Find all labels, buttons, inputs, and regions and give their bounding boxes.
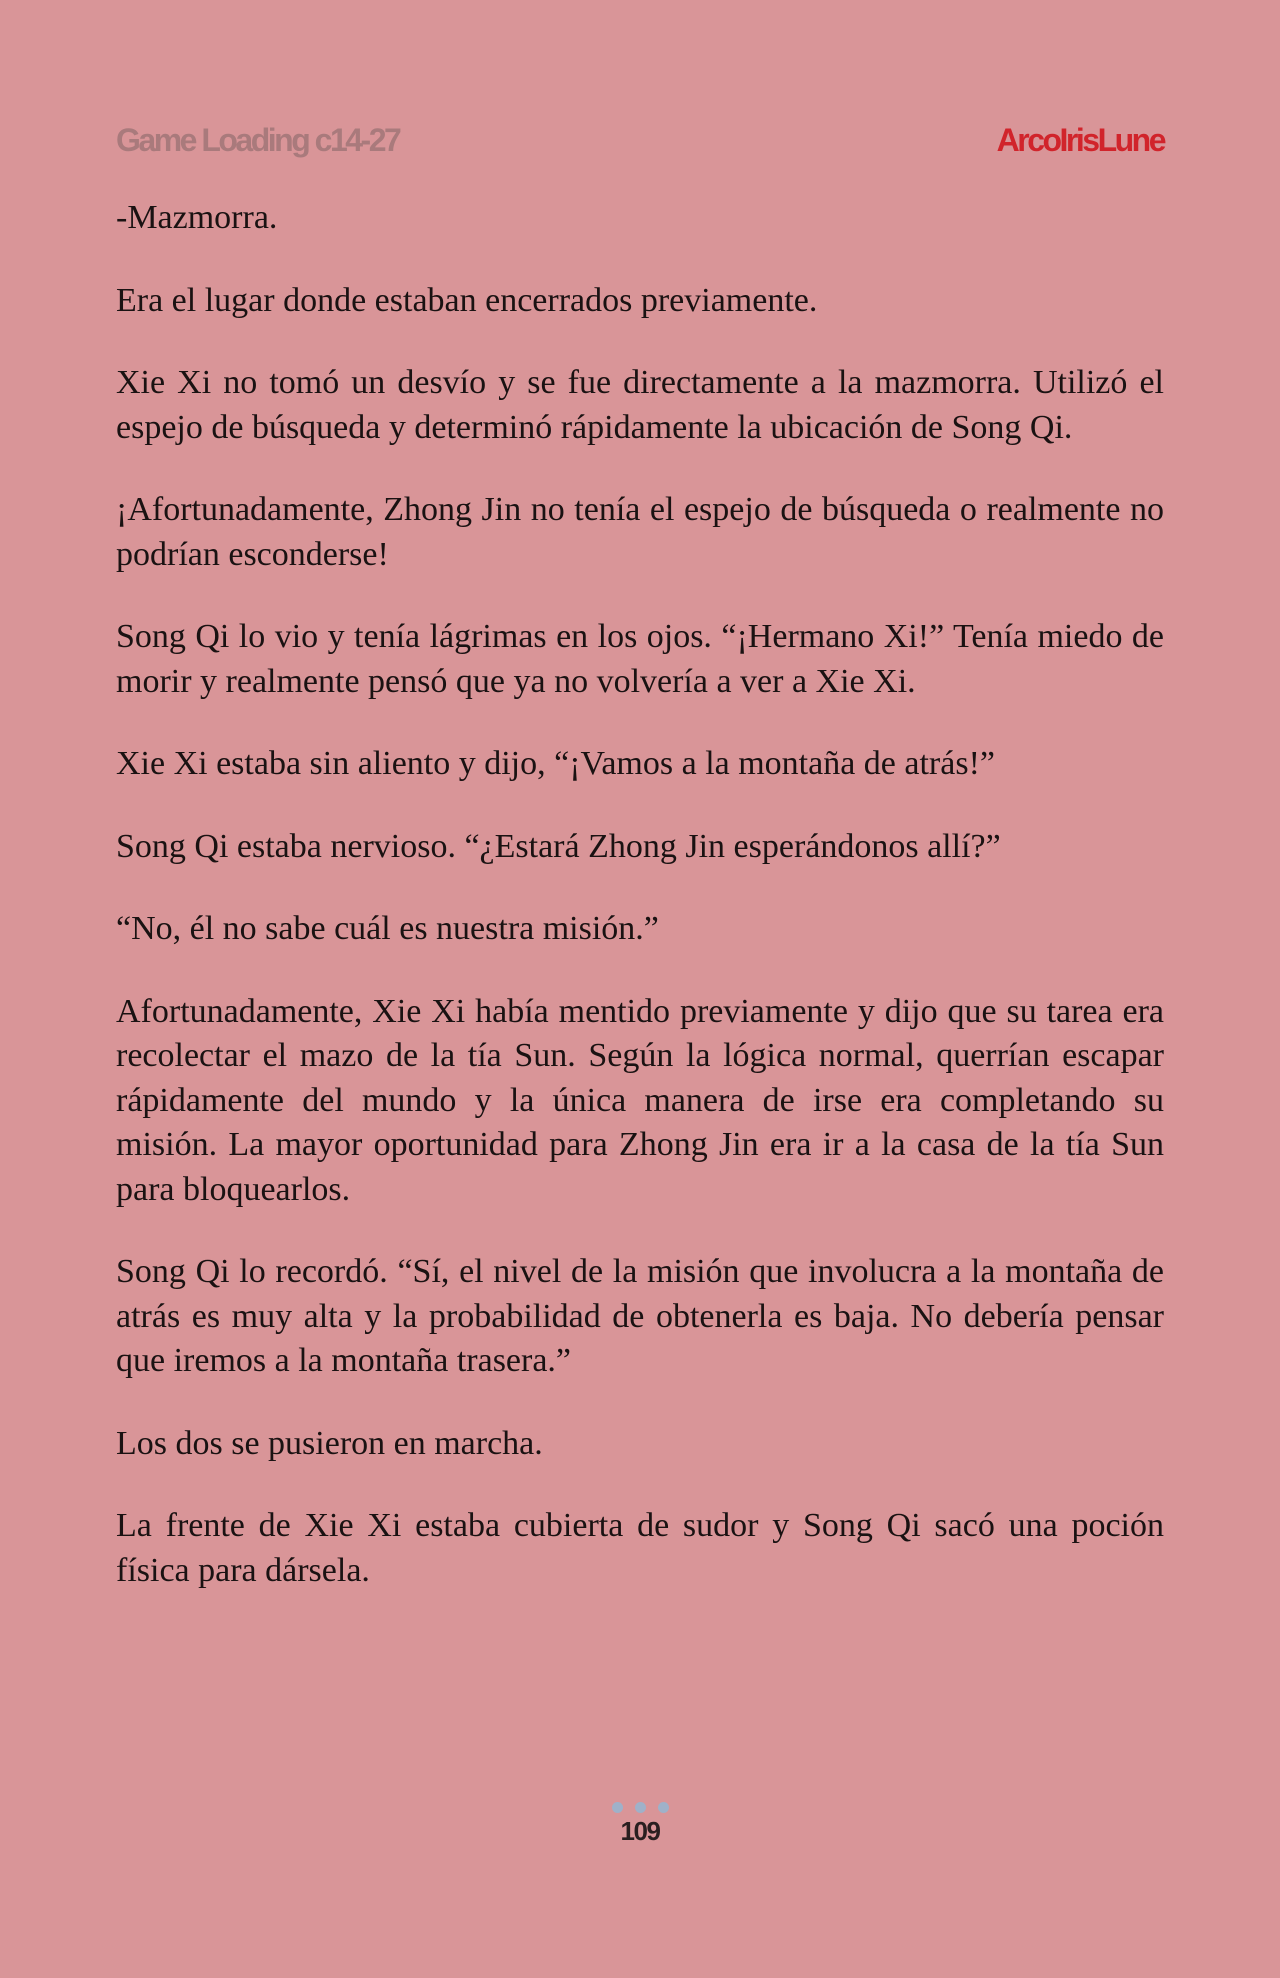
book-title: Game Loading c14-27 <box>116 121 400 158</box>
page-number: 109 <box>620 1816 660 1846</box>
paragraph: Afortunadamente, Xie Xi había mentido previamente y dijo que su tarea era recolectar el mazo de la tía Sun. Según la lógica normal, querrían escapar rápidamente del mundo y la única manera de irse era completando su misión. La mayor oportunidad para Zhong Jin era ir a la casa de la tía Sun para bloquearlos. <box>116 992 1164 1208</box>
paragraph: Song Qi lo vio y tenía lágrimas en los ojos. “¡Hermano Xi!” Tenía miedo de morir y realmente pensó que ya no volvería a ver a Xie Xi. <box>116 618 1164 700</box>
body-text <box>116 196 1164 1631</box>
author-name: ArcoIrisLune <box>996 121 1164 158</box>
paragraph: Xie Xi estaba sin aliento y dijo, “¡Vamos a la montaña de atrás!” <box>116 745 995 782</box>
dot-icon <box>658 1802 669 1813</box>
dot-icon <box>635 1802 646 1813</box>
paragraph: “No, él no sabe cuál es nuestra misión.” <box>116 910 659 947</box>
paragraph: ¡Afortunadamente, Zhong Jin no tenía el espejo de búsqueda o realmente no podrían esconderse! <box>116 491 1164 573</box>
ellipsis-dots-icon <box>0 1800 1280 1814</box>
paragraph: Song Qi lo recordó. “Sí, el nivel de la misión que involucra a la montaña de atrás es muy alta y la probabilidad de obtenerla es baja. No debería pensar que iremos a la montaña trasera.” <box>116 1253 1164 1379</box>
paragraph: Xie Xi no tomó un desvío y se fue directamente a la mazmorra. Utilizó el espejo de búsqueda y determinó rápidamente la ubicación de Song Qi. <box>116 364 1164 446</box>
paragraph: La frente de Xie Xi estaba cubierta de sudor y Song Qi sacó una poción física para dársela. <box>116 1507 1164 1589</box>
paragraph: -Mazmorra. <box>116 199 278 236</box>
paragraph: Los dos se pusieron en marcha. <box>116 1424 543 1462</box>
paragraph: Song Qi estaba nervioso. “¿Estará Zhong Jin esperándonos allí?” <box>116 827 1001 865</box>
page-footer <box>0 1800 1280 1847</box>
page-header <box>116 118 1164 162</box>
paragraph: Era el lugar donde estaban encerrados previamente. <box>116 281 818 319</box>
dot-icon <box>612 1802 623 1813</box>
